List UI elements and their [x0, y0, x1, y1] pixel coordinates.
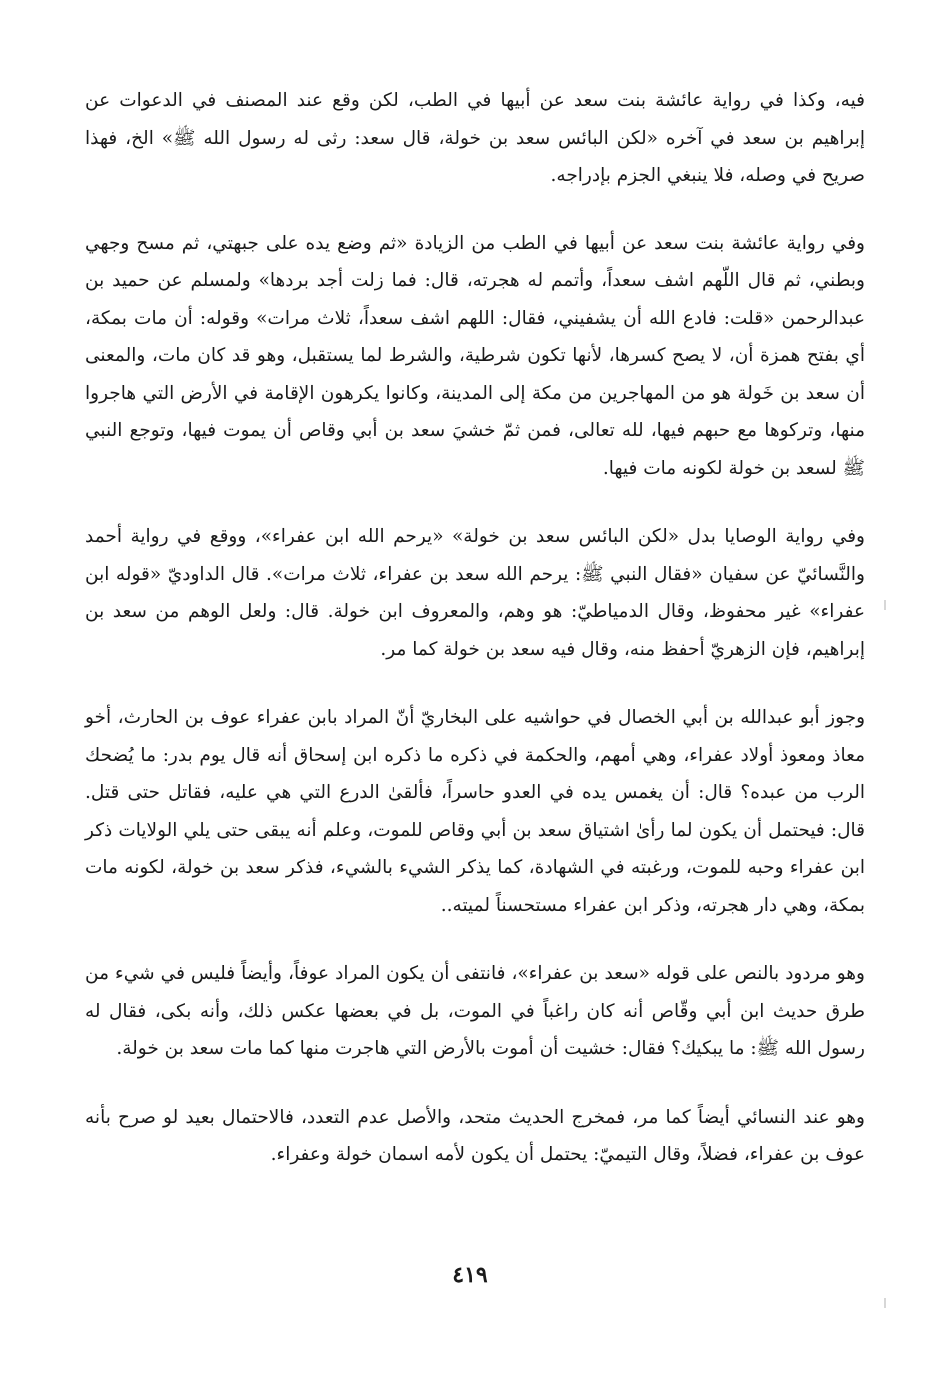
- paragraph-4: وجوز أبو عبدالله بن أبي الخصال في حواشيه على البخاريّ أنّ المراد بابن عفراء عوف بن الحارث، أخو معاذ ومعوذ أولاد عفراء، وهي أمهم، والحكمة في ذكره ما ذكره ابن إسحاق أنه قال يوم بدر: ما يُضحك الرب من عبده؟ قال: أن يغمس يده في العدو حاسراً، فألقىٰ الدرع التي هي عليه، فقاتل حتى قتل. قال: فيحتمل أن يكون لما رأىٰ اشتياق سعد بن أبي وقاص للموت، وعلم أنه يبقى حتى يلي الولايات ذكر ابن عفراء وحبه للموت، ورغبته في الشهادة، كما يذكر الشيء بالشيء، فذكر سعد بن خولة، لكونه مات بمكة، وهي دار هجرته، وذكر ابن عفراء مستحسناً لميته..: [85, 707, 865, 916]
- scan-artifact: [884, 1298, 886, 1308]
- paragraph-5: وهو مردود بالنص على قوله «سعد بن عفراء»، فانتفى أن يكون المراد عوفاً، وأيضاً فليس في شيء من طرق حديث ابن أبي وقّاص أنه كان راغباً في الموت، بل في بعضها عكس ذلك، وأنه بكى، فقال له رسول الله ﷺ: ما يبكيك؟ فقال: خشيت أن أموت بالأرض التي هاجرت منها كما مات سعد بن خولة.: [85, 963, 865, 1059]
- paragraph-6: وهو عند النسائي أيضاً كما مر، فمخرج الحديث متحد، والأصل عدم التعدد، فالاحتمال بعيد لو صرح بأنه عوف بن عفراء، فضلاً، وقال التيميّ: يحتمل أن يكون لأمه اسمان خولة وعفراء.: [85, 1106, 865, 1165]
- page-number: ٤١٩: [452, 1262, 488, 1288]
- paragraph-2: وفي رواية عائشة بنت سعد عن أبيها في الطب من الزيادة «ثم وضع يده على جبهتي، ثم مسح وجهي وبطني، ثم قال اللّهم اشف سعداً، وأتمم له هجرته، قال: فما زلت أجد بردها» ولمسلم عن حميد بن عبدالرحمن «قلت: فادع الله أن يشفيني، فقال: اللهم اشف سعداً، ثلاث مرات» وقوله: أن مات بمكة، أي بفتح همزة أن، لا يصح كسرها، لأنها تكون شرطية، والشرط لما يستقبل، وهو قد كان مات، والمعنى أن سعد بن خَولة هو من المهاجرين من مكة إلى المدينة، وكانوا يكرهون الإقامة في الأرض التي هاجروا منها، وتركوها مع حبهم فيها، لله تعالى، فمن ثمّ خشيَ سعد بن أبي وقاص أن يموت فيها، وتوجع النبي ﷺ لسعد بن خولة لكونه مات فيها.: [85, 232, 865, 479]
- paragraph-1: فيه، وكذا في رواية عائشة بنت سعد عن أبيها في الطب، لكن وقع عند المصنف في الدعوات عن إبراهيم بن سعد في آخره «لكن البائس سعد بن خولة، قال سعد: رثى له رسول الله ﷺ» الخ، فهذا صريح في وصله، فلا ينبغي الجزم بإدراجه.: [85, 90, 865, 186]
- scan-artifact: [884, 600, 886, 610]
- paragraph-3: وفي رواية الوصايا بدل «لكن البائس سعد بن خولة» «يرحم الله ابن عفراء»، ووقع في رواية أحمد والنَّسائيّ عن سفيان «فقال النبي ﷺ: يرحم الله سعد بن عفراء، ثلاث مرات». قال الداوديّ «قوله ابن عفراء» غير محفوظ، وقال الدمياطيّ: هو وهم، والمعروف ابن خولة. قال: ولعل الوهم من سعد بن إبراهيم، فإن الزهريّ أحفظ منه، وقال فيه سعد بن خولة كما مر.: [85, 526, 865, 660]
- page-body: [85, 82, 865, 1205]
